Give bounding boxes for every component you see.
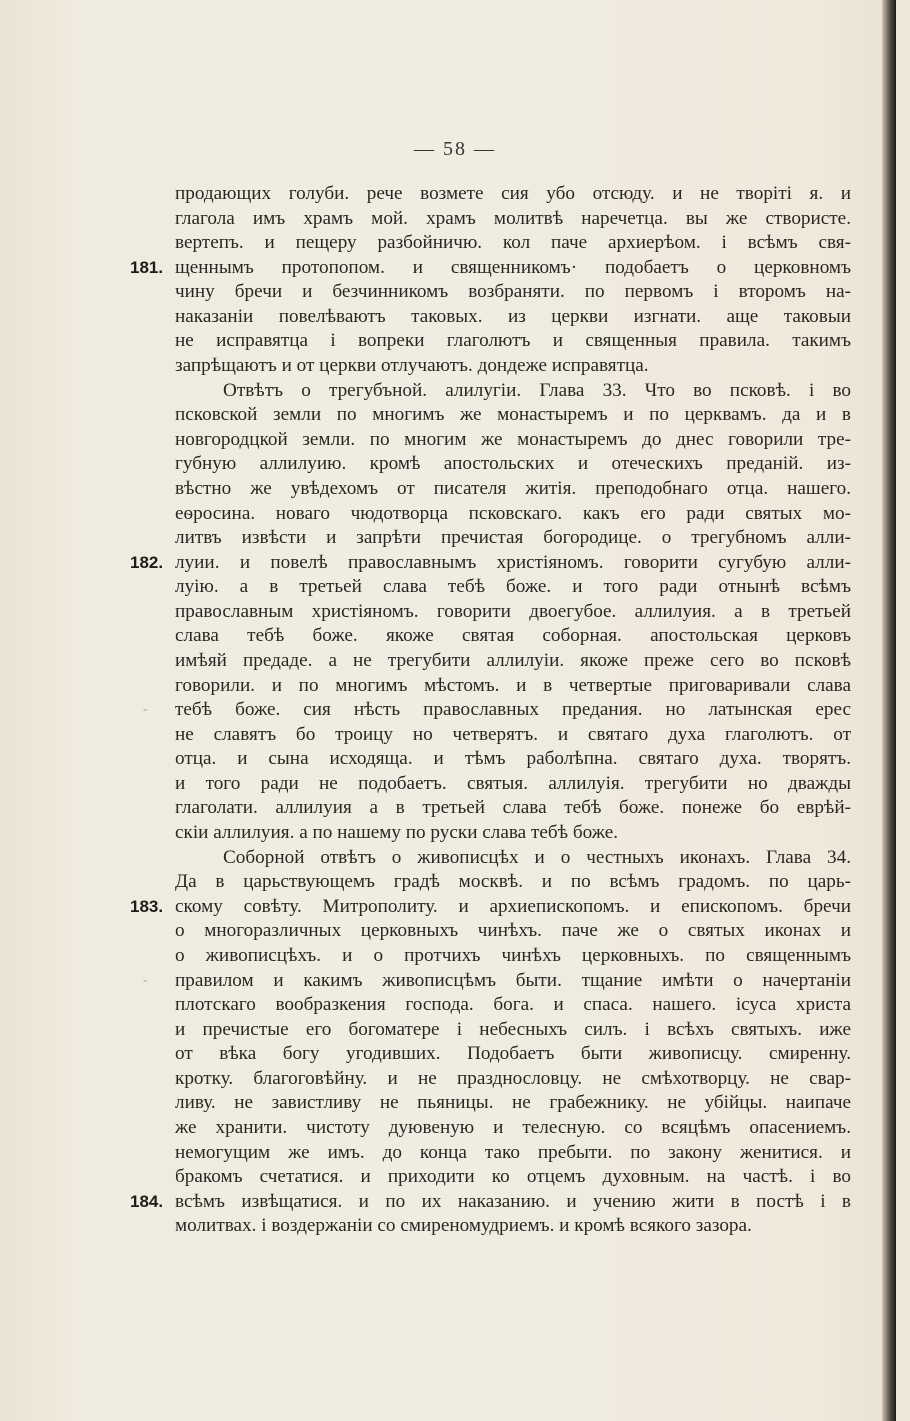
text-line: отца. и сына исходяща. и тѣмъ раболѣпна. святаго духа. творятъ. [175, 748, 851, 770]
margin-number-181: 181. [130, 257, 164, 277]
page-edge [882, 0, 896, 1421]
text-line: православным христіяномъ. говорити двоегубое. аллилуия. а в третьей [175, 600, 851, 622]
text-line: - правилом и какимъ живописцѣмъ быти. тщание имѣти о начертаніи [175, 969, 851, 994]
page-number: — 58 — [414, 138, 496, 160]
text-line: немогущим же имъ. до конца тако пребыти. по закону женитися. и [175, 1141, 851, 1163]
text-line: запрѣщаютъ и от церкви отлучаютъ. дондеже исправятца. [175, 355, 649, 377]
text-line: не славятъ бо троицу но четверятъ. и святаго духа глаголютъ. от [175, 723, 851, 745]
text-line: вертепъ. и пещеру разбойничю. кол паче архиерѣом. і всѣмъ свя- [175, 232, 851, 254]
text-line: 181. щеннымъ протопопом. и священникомъ· подобаетъ о церковномъ [175, 256, 851, 281]
margin-number-183: 183. [130, 896, 164, 916]
text-line: новгородцкой земли. по многим же монастыремъ до днес говорили тре- [175, 428, 851, 450]
text-line: глагола имъ храмъ мой. храмъ молитвѣ наречетца. вы же створисте. [175, 207, 851, 229]
text-line: о многоразличных церковныхъ чинѣхъ. паче же о святых иконах и [175, 920, 851, 942]
text-line: не исправятца і вопреки глаголютъ и священныя правила. такимъ [175, 330, 851, 352]
body-text [130, 182, 851, 1239]
text-line: о живописцѣхъ. и о протчихъ чинѣхъ церковныхъ. по священнымъ [175, 944, 851, 966]
text-line: молитвах. і воздержаніи со смиреномудриемъ. и кромѣ всякого зазора. [175, 1215, 752, 1237]
text-line: еѳросина. новаго чюдотворца псковскаго. какъ его ради святых мо- [175, 502, 851, 524]
margin-mark: - [143, 702, 148, 718]
text-line: кротку. благоговѣйну. и не празднословцу. не смѣхотворцу. не свар- [175, 1067, 851, 1089]
text-line: плотскаго вообраᴈкения господа. бога. и спаса. нашего. ісуса христа [175, 994, 851, 1016]
text-line: глаголати. аллилуия а в третьей слава тебѣ боже. понеже бо еврѣй- [175, 797, 851, 819]
text-line: говорили. и по многимъ мѣстомъ. и в четвертые приговаривали слава [175, 674, 851, 696]
margin-number-184: 184. [130, 1191, 164, 1211]
text-line: слава тебѣ боже. якоже святая соборная. апостольская церковъ [175, 625, 851, 647]
text-line: 182. луии. и повелѣ православнымъ христіяномъ. говорити сугубую алли- [175, 551, 851, 576]
section-heading-line: Отвѣтъ о трегубъной. алилугіи. Глава 33. Что во псковѣ. і во [223, 379, 851, 401]
text-line: чину бречи и безчинникомъ возбраняти. по первомъ і второмъ на- [175, 281, 851, 303]
text-line: Да в царьствующемъ градѣ москвѣ. и по всѣмъ градомъ. по царь- [175, 871, 851, 893]
text-line: луію. а в третьей слава тебѣ боже. и того ради отнынѣ всѣмъ [175, 576, 851, 598]
text-line: имѣяй предаде. а не трегубити аллилуіи. якоже преже сего во псковѣ [175, 649, 851, 671]
margin-number-182: 182. [130, 552, 164, 572]
text-line: 183. скому совѣту. Митрополиту. и архиепископомъ. и епископомъ. бречи [175, 895, 851, 920]
text-line: продающих голуби. рече возмете сия убо отсюду. и не творіті я. и [175, 183, 851, 204]
text-line: псковской земли по многимъ же монастыремъ и по церквамъ. да и в [175, 404, 851, 426]
margin-mark: - [143, 972, 148, 988]
text-line: бракомъ счетатися. и приходити ко отцемъ духовным. на частѣ. і во [175, 1166, 851, 1188]
text-line: скіи аллилуия. а по нашему по руски слава тебѣ боже. [175, 822, 619, 844]
text-line: же хранити. чистоту дуювеную и телесную. со всяцѣмъ опасениемъ. [175, 1116, 851, 1138]
text-line: от вѣка богу угодивших. Подобаетъ быти живописцу. смиренну. [175, 1043, 851, 1065]
text-line: и пречистые его богоматере і небесныхъ силъ. і всѣхъ святыхъ. иже [175, 1018, 851, 1040]
text-line: и того ради не подобаетъ. святыя. аллилуія. трегубити но дважды [175, 772, 851, 794]
text-line: 184. всѣмъ извѣщатися. и по их наказанию. и учению жити в постѣ і в [175, 1190, 851, 1215]
text-line: наказаніи повелѣваютъ таковых. из церкви изгнати. аще таковыи [175, 305, 851, 327]
text-line: губную аллилуию. кромѣ апостольских и отеческихъ преданій. из- [175, 453, 851, 475]
text-line: вѣстно же увѣдехомъ от писателя житія. преподобнаго отца. нашего. [175, 477, 851, 499]
section-heading-line: Соборной отвѣтъ о живописцѣх и о честныхъ иконахъ. Глава 34. [223, 846, 851, 868]
text-line: - тебѣ боже. сия нѣсть православных предания. но латынская ерес [175, 698, 851, 723]
text-line: литвъ извѣсти и запрѣти пречистая богородице. о трегубномъ алли- [175, 527, 851, 549]
text-line: ливу. не завистливу не пьяницы. не грабежнику. не убійцы. наипаче [175, 1092, 851, 1114]
